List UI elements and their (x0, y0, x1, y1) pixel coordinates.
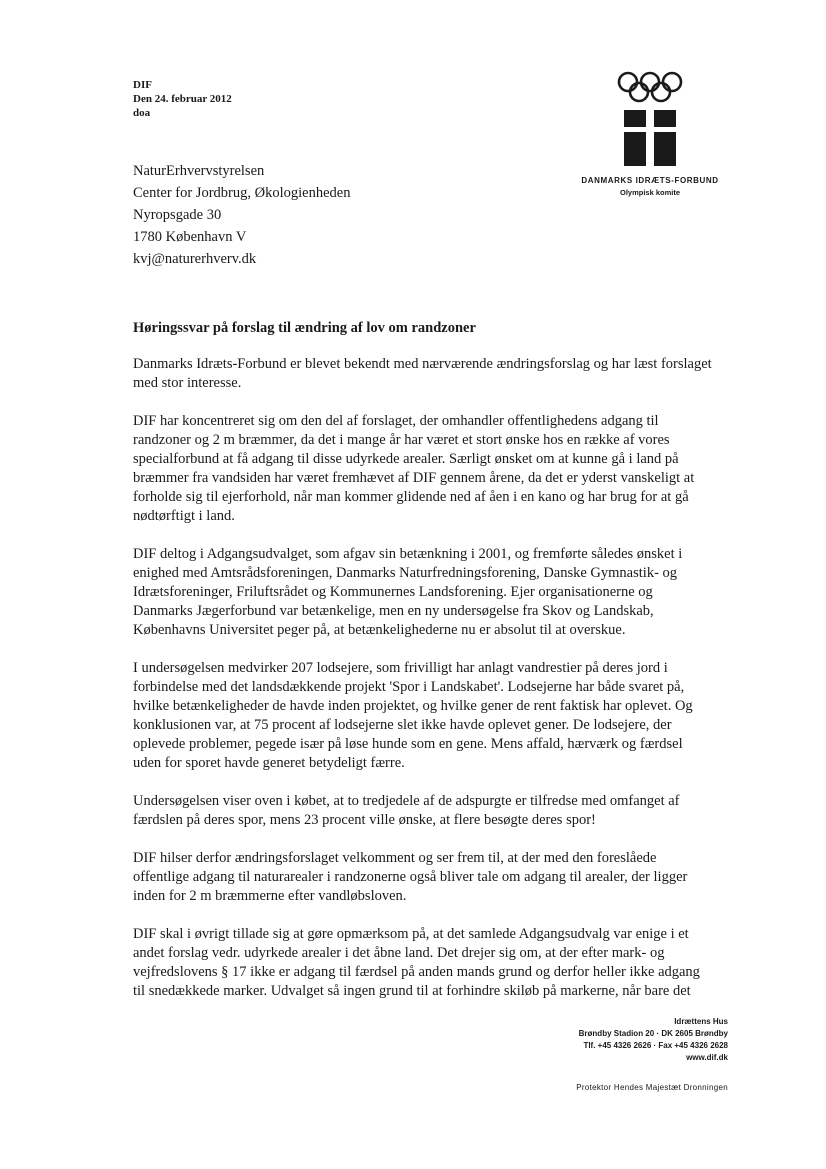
body-paragraph: DIF skal i øvrigt tillade sig at gøre opmærksom på, at det samlede Adgangsudvalg var enige i et andet forslag vedr. udyrkede arealer i det åbne land. Det drejer sig om, at der efter mark- og vejfredslovens § 17 ikke er adgang til færdsel på anden mands grund og derfor heller ikke adgang til snedækkede marker. Udvalget så ingen grund til at forhindre skiløb på markerne, når bare det (133, 926, 700, 999)
sender-org: DIF (133, 79, 152, 91)
body-paragraph: I undersøgelsen medvirker 207 lodsejere, som frivilligt har anlagt vandrestier på deres jord i forbindelse med det landsdækkende projekt 'Spor i Landskabet'. Lodsejerne har både svaret på, hvilke betænkeligheder de havde inden projektet, og hvilke gener de rent faktisk har oplevet. Og konklusionen var, at 75 procent af lodsejerne slet ikke havde oplevet gener. De lodsejere, der oplevede problemer, pegede især på løse hunde som en gene. Mens affald, hærværk og færdsel uden for sporet havde generet betydeligt færre. (133, 660, 693, 771)
body-paragraph: Undersøgelsen viser oven i købet, at to tredjedele af de adspurgte er tilfredse med omfanget af færdslen på deres spor, mens 23 procent ville ønske, at flere besøgte deres spor! (133, 793, 680, 828)
footer-address (579, 1016, 728, 1064)
recipient-line: 1780 København V (133, 229, 247, 245)
letter-date: Den 24. februar 2012 (133, 93, 232, 105)
olympic-rings-and-cross-icon (615, 70, 685, 166)
footer-line: Idrættens Hus (674, 1017, 728, 1026)
recipient-email: kvj@naturerhverv.dk (133, 251, 257, 267)
footer-website: www.dif.dk (686, 1053, 728, 1062)
recipient-address (133, 160, 350, 270)
footer-protector: Protektor Hendes Majestæt Dronningen (576, 1083, 728, 1092)
body-paragraph: Danmarks Idræts-Forbund er blevet bekendt med nærværende ændringsforslag og har læst forslaget med stor interesse. (133, 356, 712, 391)
recipient-line: Nyropsgade 30 (133, 207, 222, 223)
body-paragraph: DIF hilser derfor ændringsforslaget velkomment og ser frem til, at der med den foreslåede offentlige adgang til naturarealer i randzonerne også bliver tale om adgang til arealer, der ligger inden for 2 m bræmmerne efter vandløbsloven. (133, 850, 688, 904)
letter-subject: Høringssvar på forslag til ændring af lov om randzoner (133, 320, 476, 336)
sender-initials: doa (133, 107, 151, 119)
dif-logo (560, 70, 740, 197)
footer-line: Brøndby Stadion 20 · DK 2605 Brøndby (578, 1029, 728, 1038)
recipient-line: NaturErhvervstyrelsen (133, 163, 265, 179)
body-paragraph: DIF deltog i Adgangsudvalget, som afgav sin betænkning i 2001, og fremførte således ønsket i enighed med Amtsrådsforeningen, Danmarks Naturfredningsforening, Danske Gymnastik- og Idrætsforeninger, Friluftsrådet og Kommunernes Landsforening. Ejer organisationerne og Danmarks Jægerforbund var betænkelige, men en ny undersøgelse fra Skov og Landskab, Københavns Universitet peger på, at betænkelighederne nu er absolut til at overskue. (133, 546, 683, 638)
recipient-line: Center for Jordbrug, Økologienheden (133, 185, 351, 201)
body-paragraph: DIF har koncentreret sig om den del af forslaget, der omhandler offentlighedens adgang til randzoner og 2 m bræmmer, da det i mange år har været et stort ønske hos en række af vores specialforbund at få adgang til disse udyrkede arealer. Særligt ønsket om at kunne gå i land på bræmmer fra vandsiden har været fremhævet af DIF gennem årene, da det er yderst vanskeligt at forholde sig til ejerforhold, når man kommer glidende ned af åen i en kano og har brug for at gå nødtørftigt i land. (133, 413, 695, 524)
logo-subtitle: Olympisk komite (619, 188, 681, 197)
logo-org-name: DANMARKS IDRÆTS-FORBUND (581, 176, 719, 185)
footer-line: Tlf. +45 4326 2626 · Fax +45 4326 2628 (583, 1041, 728, 1050)
sender-block (133, 78, 232, 120)
letter-body (133, 355, 713, 1020)
